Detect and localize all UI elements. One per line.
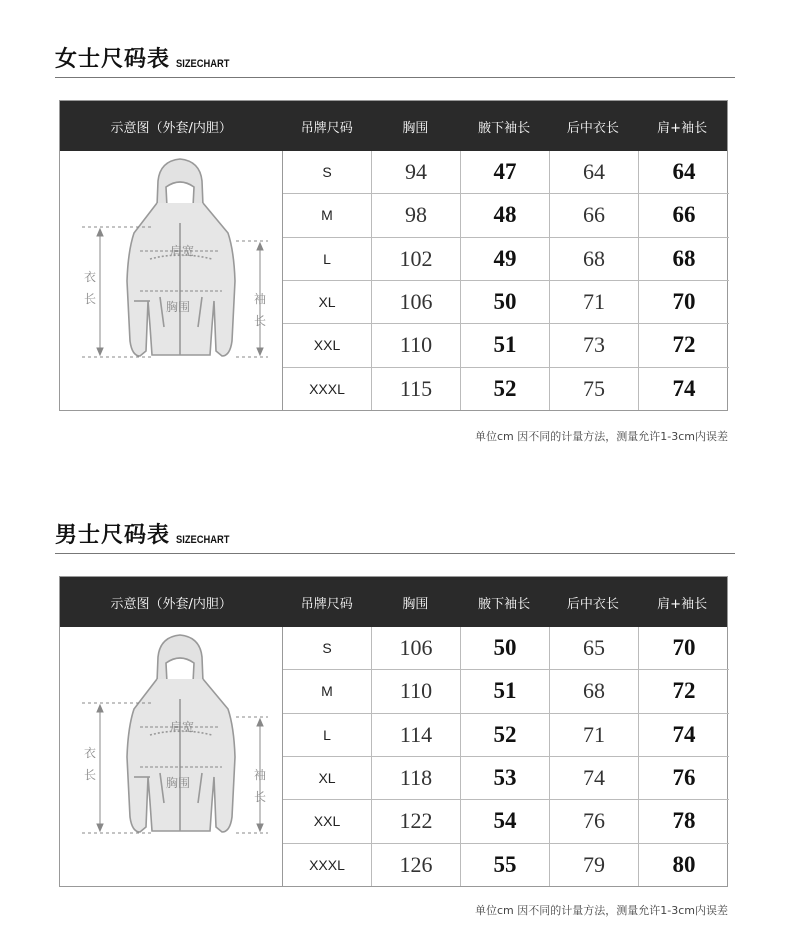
shoulder-sleeve-cell: 78 [672, 808, 696, 834]
table-row [283, 237, 729, 280]
shoulder-sleeve-cell: 64 [672, 159, 696, 185]
table-row [283, 280, 729, 323]
length-label-2: 长 [84, 292, 97, 306]
back-length-cell: 68 [550, 238, 639, 280]
chest-cell: 102 [372, 238, 461, 280]
men-title: 男士尺码表 [55, 523, 171, 548]
size-cell: XXXL [283, 844, 372, 886]
back-length-cell: 65 [550, 627, 639, 669]
length-label-2: 长 [84, 768, 97, 782]
shoulder-sleeve-cell: 74 [672, 375, 696, 401]
jacket-diagram [60, 627, 283, 886]
sleeve-label-1: 袖 [254, 768, 267, 782]
header-chest: 胸围 [402, 596, 429, 612]
header-back-length: 后中衣长 [566, 596, 619, 612]
shoulder-sleeve-cell: 70 [672, 635, 696, 661]
header-diagram: 示意图（外套/内胆） [110, 596, 232, 612]
length-label-1: 衣 [84, 270, 97, 284]
table-row [283, 323, 729, 366]
table-row [283, 713, 729, 756]
sleeve-cell: 52 [461, 368, 550, 410]
table-row [283, 756, 729, 799]
women-size-rows [283, 151, 729, 410]
women-title: 女士尺码表 [55, 47, 171, 72]
sleeve-label-1: 袖 [254, 292, 267, 306]
back-length-cell: 68 [550, 670, 639, 712]
header-shoulder-sleeve: 肩+袖长 [657, 120, 708, 136]
table-row [283, 843, 729, 886]
men-title-en: SIZECHART [176, 534, 230, 546]
sleeve-cell: 52 [461, 714, 550, 756]
women-divider [55, 77, 735, 78]
shoulder-sleeve-cell: 76 [672, 765, 696, 791]
chest-cell: 106 [372, 281, 461, 323]
shoulder-sleeve-cell: 80 [672, 851, 696, 877]
sleeve-cell: 50 [461, 627, 550, 669]
shoulder-sleeve-cell: 68 [672, 245, 696, 271]
table-row [283, 669, 729, 712]
chest-cell: 98 [372, 194, 461, 236]
jacket-illustration [60, 151, 282, 410]
back-length-cell: 79 [550, 844, 639, 886]
sleeve-cell: 55 [461, 844, 550, 886]
sleeve-label-2: 长 [254, 314, 267, 328]
size-cell: L [283, 714, 372, 756]
header-tag-size: 吊牌尺码 [300, 120, 353, 136]
chest-label: 胸围 [166, 300, 191, 314]
size-cell: L [283, 238, 372, 280]
table-row [283, 367, 729, 410]
length-label-1: 衣 [84, 746, 97, 760]
size-cell: XL [283, 281, 372, 323]
shoulder-sleeve-cell: 72 [672, 332, 696, 358]
chest-cell: 122 [372, 800, 461, 842]
sleeve-label-2: 长 [254, 790, 267, 804]
sleeve-cell: 47 [461, 151, 550, 193]
header-diagram: 示意图（外套/内胆） [110, 120, 232, 136]
men-table-header [60, 577, 727, 627]
header-shoulder-sleeve: 肩+袖长 [657, 596, 708, 612]
shoulder-label: 肩宽 [170, 720, 195, 734]
women-table-header [60, 101, 727, 151]
size-cell: XXL [283, 324, 372, 366]
chest-cell: 118 [372, 757, 461, 799]
size-cell: XL [283, 757, 372, 799]
table-row [283, 799, 729, 842]
sleeve-cell: 51 [461, 670, 550, 712]
men-measurement-note: 单位cm 因不同的计量方法，测量允许1-3cm内误差 [475, 904, 728, 917]
sleeve-cell: 49 [461, 238, 550, 280]
chest-cell: 114 [372, 714, 461, 756]
men-divider [55, 553, 735, 554]
chest-cell: 106 [372, 627, 461, 669]
sleeve-cell: 50 [461, 281, 550, 323]
shoulder-sleeve-cell: 70 [672, 289, 696, 315]
back-length-cell: 76 [550, 800, 639, 842]
size-cell: S [283, 627, 372, 669]
back-length-cell: 73 [550, 324, 639, 366]
header-tag-size: 吊牌尺码 [300, 596, 353, 612]
men-size-rows [283, 627, 729, 886]
shoulder-sleeve-cell: 72 [672, 678, 696, 704]
size-cell: S [283, 151, 372, 193]
table-row [283, 151, 729, 193]
header-sleeve: 腋下袖长 [478, 120, 531, 136]
size-cell: M [283, 194, 372, 236]
jacket-diagram [60, 151, 283, 410]
chest-label: 胸围 [166, 776, 191, 790]
shoulder-label: 肩宽 [170, 244, 195, 258]
back-length-cell: 71 [550, 281, 639, 323]
size-cell: XXL [283, 800, 372, 842]
back-length-cell: 64 [550, 151, 639, 193]
shoulder-sleeve-cell: 74 [672, 721, 696, 747]
shoulder-sleeve-cell: 66 [672, 202, 696, 228]
sleeve-cell: 48 [461, 194, 550, 236]
chest-cell: 94 [372, 151, 461, 193]
sleeve-cell: 51 [461, 324, 550, 366]
table-row [283, 627, 729, 669]
men-size-table [59, 576, 728, 887]
back-length-cell: 66 [550, 194, 639, 236]
chest-cell: 110 [372, 324, 461, 366]
size-cell: M [283, 670, 372, 712]
chest-cell: 115 [372, 368, 461, 410]
header-back-length: 后中衣长 [566, 120, 619, 136]
women-title-en: SIZECHART [176, 58, 230, 70]
sleeve-cell: 53 [461, 757, 550, 799]
size-cell: XXXL [283, 368, 372, 410]
jacket-illustration [60, 627, 282, 886]
chest-cell: 126 [372, 844, 461, 886]
women-measurement-note: 单位cm 因不同的计量方法，测量允许1-3cm内误差 [475, 430, 728, 443]
back-length-cell: 71 [550, 714, 639, 756]
table-row [283, 193, 729, 236]
back-length-cell: 75 [550, 368, 639, 410]
men-heading [55, 513, 239, 549]
header-sleeve: 腋下袖长 [478, 596, 531, 612]
header-chest: 胸围 [402, 120, 429, 136]
women-heading [55, 37, 239, 73]
back-length-cell: 74 [550, 757, 639, 799]
women-size-table [59, 100, 728, 411]
chest-cell: 110 [372, 670, 461, 712]
sleeve-cell: 54 [461, 800, 550, 842]
